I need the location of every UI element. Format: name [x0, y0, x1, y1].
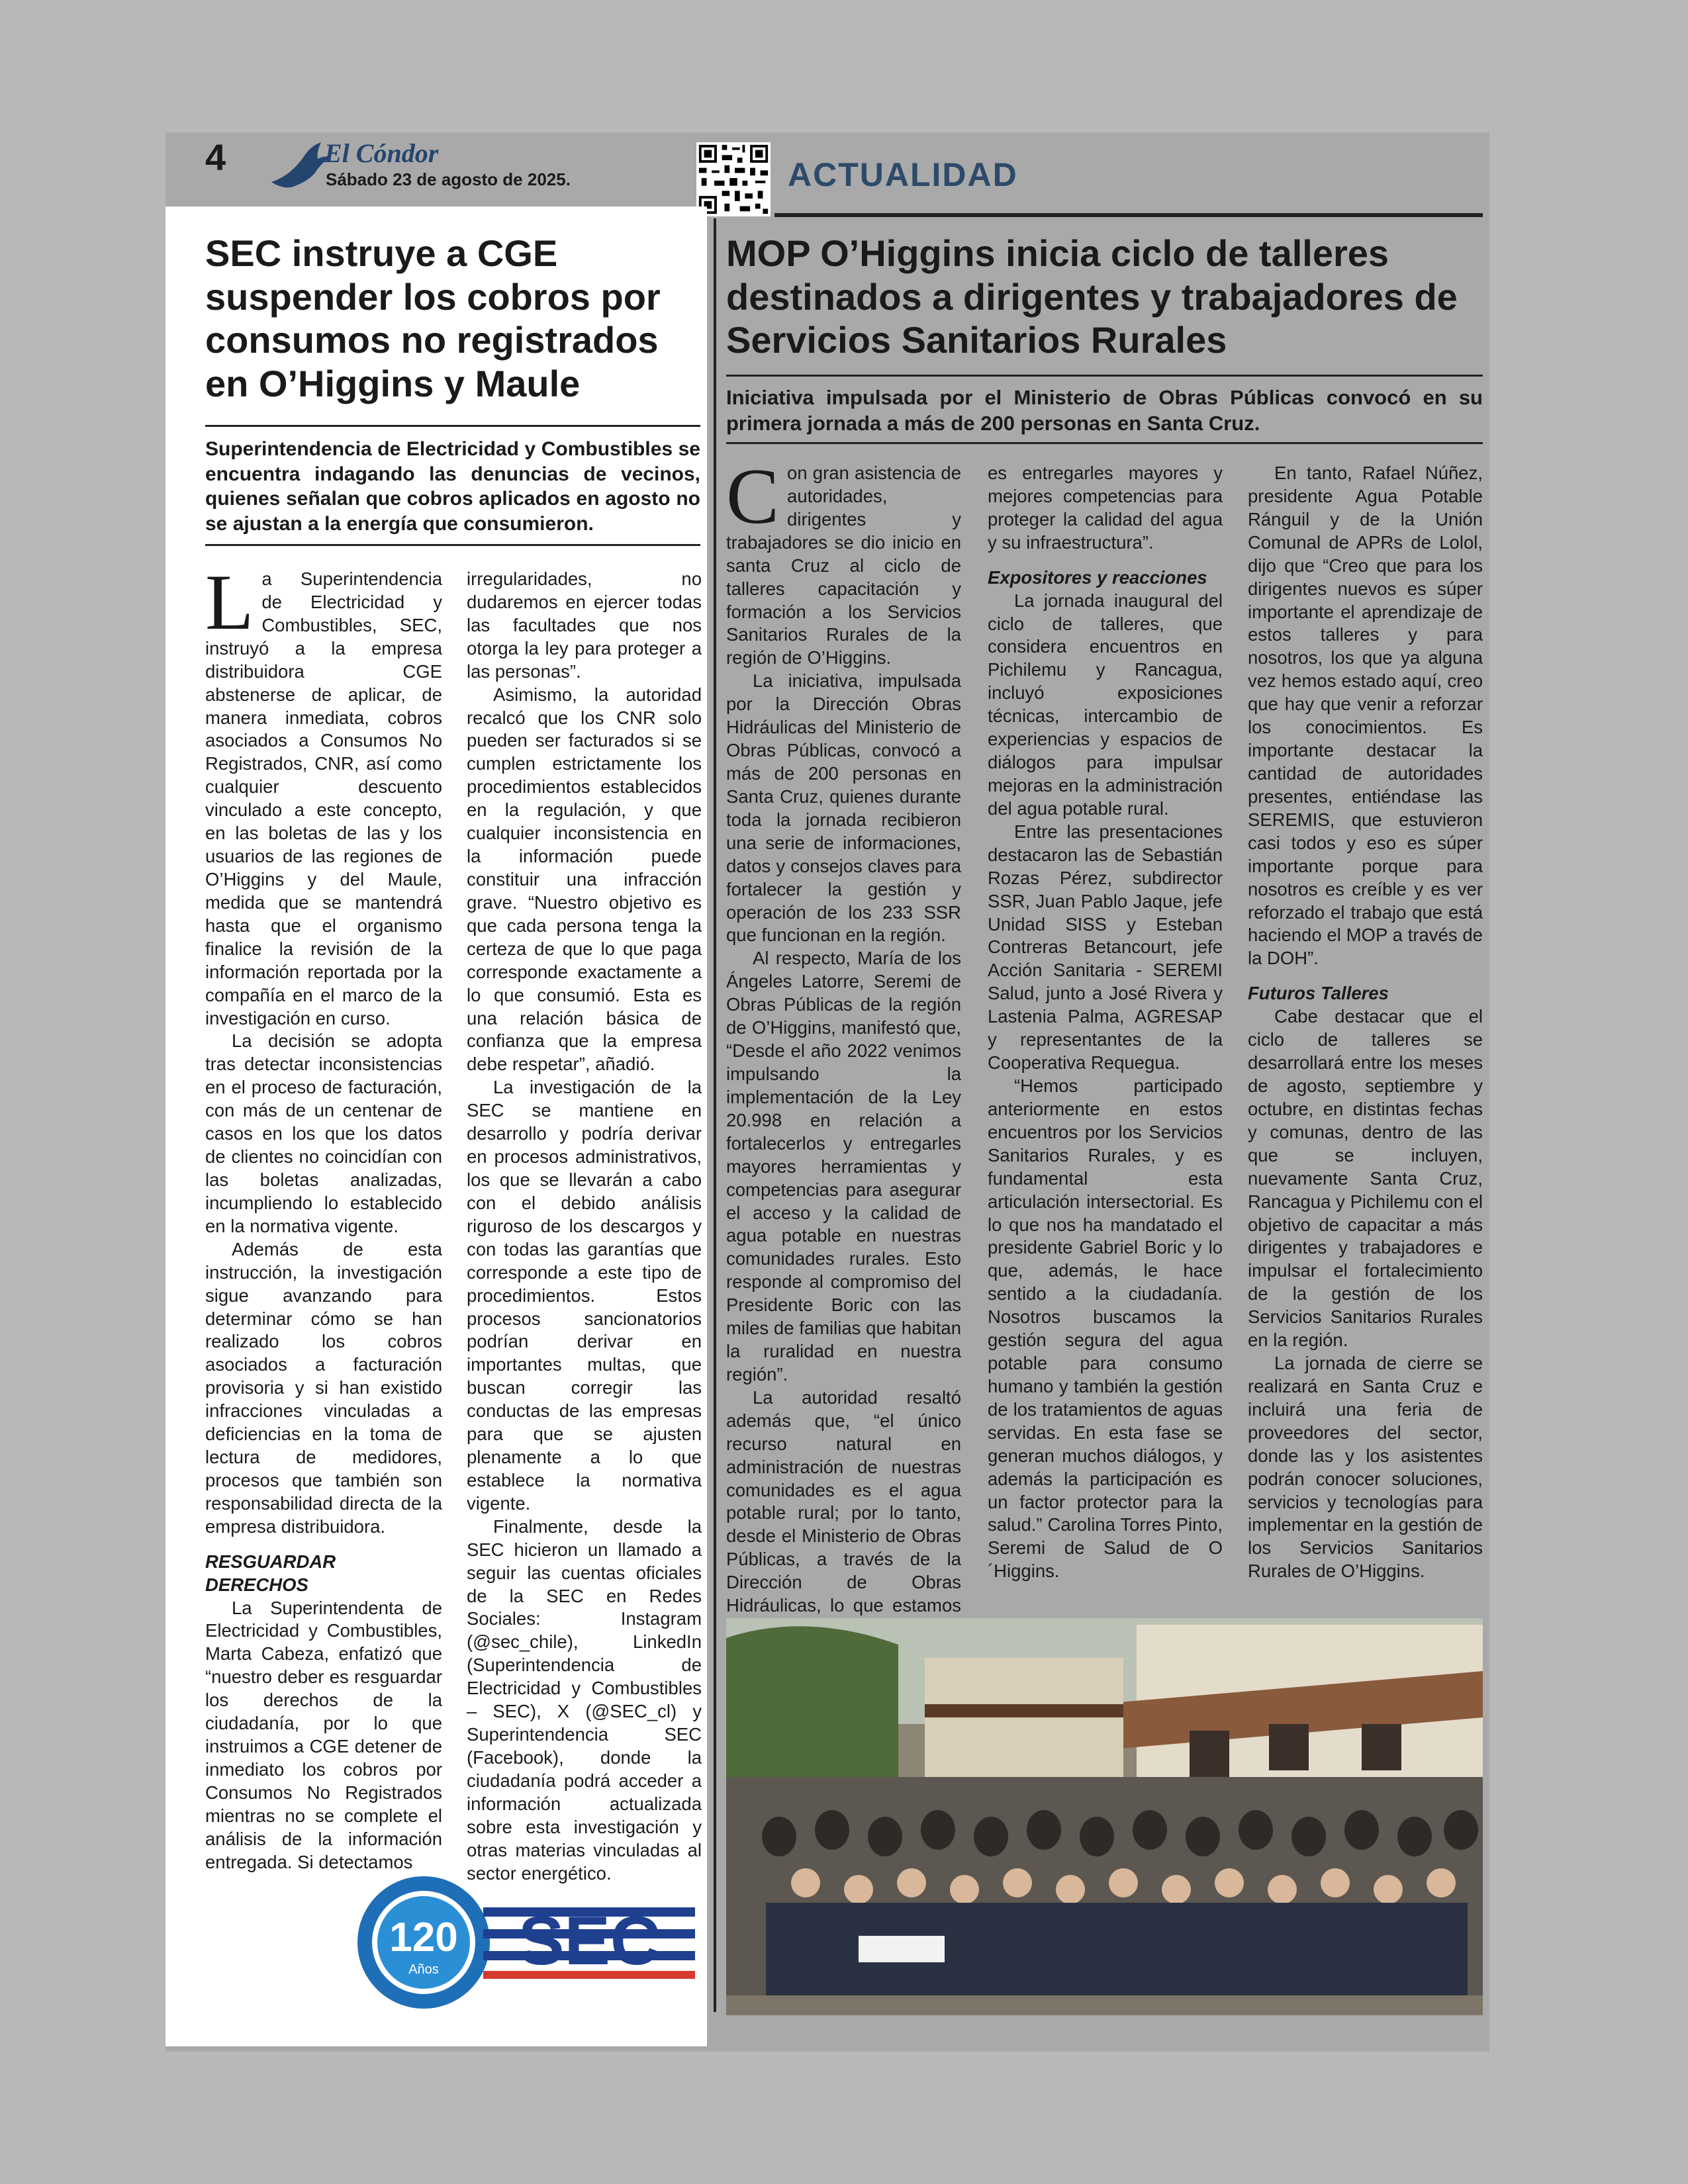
right-article-col2 — [988, 462, 1223, 1583]
badge-word: Años — [408, 1962, 439, 1977]
column-divider — [714, 218, 716, 2012]
left-subhead: RESGUARDAR DERECHOS — [205, 1551, 336, 1595]
sec-logo — [483, 1893, 695, 1992]
paragraph: La jornada inaugural del ciclo de talleres, que considera encuentros en Pichilemu y Rancagua, incluyó exposiciones técnicas, intercambio de experiencias y espacios de diálogos para impulsar mejoras en la administración del agua potable rural. — [988, 590, 1223, 819]
paragraph: a Superintendencia de Electricidad y Combustibles, SEC, instruyó a la empresa distribuidora CGE abstenerse de aplicar, de manera inmediata, cobros asociados a Consumos No Registrados, CNR, así como cualquier descuento vinculado a este concepto, en las boletas de las y los usuarios de las regiones de O’Higgins y del Maule, medida que se mantendrá hasta que el organismo finalice la revisión de la información reportada por la compañía en el marco de la investigación en curso. — [205, 569, 442, 1028]
paragraph: Al respecto, María de los Ángeles Latorre, Seremi de Obras Públicas de la región de O’Higgins, manifestó que, “Desde el año 2022 venimos impulsando la implementación de la Ley 20.998 en relación a fortalecerlos y entregarles mayores herramientas y competencias para asegurar el acceso y la calidad de agua potable en nuestras comunidades rurales. Esto responde al compromiso del Presidente Boric con las miles de familias que habitan la ruralidad en nuestra región”. — [726, 948, 961, 1385]
header-rule-right — [774, 213, 1483, 217]
left-article-title: SEC instruye a CGE suspender los cobros por consumos no registrados en O’Higgins y Maule — [205, 232, 661, 404]
left-article-col1 — [205, 558, 442, 1874]
right-dropcap: C — [726, 452, 780, 540]
paragraph: En tanto, Rafael Núñez, presidente Agua Potable Ránguil y de la Unión Comunal de APRs de Lolol, dijo que “Creo que para los dirigentes nuevos es súper importante el aprendizaje de estos talleres y para nosotros, los que ya alguna vez hemos estado aquí, creo que hay que venir a reforzar los conocimientos. Es importante destacar la cantidad de autoridades presentes, entiéndase las SEREMIS, que estuvieron casi todos y eso es súper importante porque para nosotros es creíble y es ver reforzado el trabajo que está haciendo el MOP a través de la DOH”. — [1248, 463, 1483, 969]
left-dropcap: L — [205, 558, 254, 646]
paragraph: Finalmente, desde la SEC hicieron un llamado a seguir las cuentas oficiales de la SEC en Redes Sociales: Instagram (@sec_chile), LinkedIn (Superintendencia de Electricidad y Combustibles – SEC), X (@SEC_cl) y Superintendencia SEC (Facebook), donde la ciudadanía podrá acceder a información actualizada sobre esta investigación y otras materias vinculadas al sector energético. — [467, 1516, 702, 1884]
paragraph: Cabe destacar que el ciclo de talleres se desarrollará entre los meses de agosto, septiembre y octubre, en distintas fechas y comunas, dentro de las que se incluyen, nuevamente Santa Cruz, Rancagua y Pichilemu con el objetivo de capacitar a más dirigentes y trabajadores e impulsar el fortalecimiento de la gestión de los Servicios Sanitarios Rurales en la región. — [1248, 1006, 1483, 1351]
right-subhead-2: Futuros Talleres — [1248, 983, 1389, 1004]
paragraph: Asimismo, la autoridad recalcó que los CNR solo pueden ser facturados si se cumplen estrictamente los procedimientos establecidos en la regulación, y que cualquier inconsistencia en la información puede constituir una infracción grave. “Nuestro objetivo es que cada persona tenga la certeza de que lo que paga corresponde exactamente a lo que consumió. Esta es una relación básica de confianza que la empresa debe respetar”, añadió. — [467, 684, 702, 1075]
left-article-lead: Superintendencia de Electricidad y Combustibles se encuentra indagando las denuncias de vecinos, quienes señalan que cobros aplicados en agosto no se ajustan a la energía que consumieron. — [205, 438, 700, 535]
paragraph: La decisión se adopta tras detectar inconsistencias en el proceso de facturación, con más de un centenar de casos en los que los datos de clientes no coincidían con las boletas analizadas, incumpliendo lo establecido en la normativa vigente. — [205, 1030, 442, 1236]
sec-logo-text: SEC — [518, 1903, 660, 1979]
qr-code-icon[interactable] — [696, 142, 771, 216]
right-article-title: MOP O’Higgins inicia ciclo de talleres destinados a dirigentes y trabajadores de Servicios Sanitarios Rurales — [726, 232, 1458, 361]
issue-date: Sábado 23 de agosto de 2025. — [326, 169, 571, 189]
paragraph: La autoridad resaltó además que, “el único recurso natural en administración de nuestras comunidades es el agua potable rural; por lo tanto, desde el Ministerio de Obras Públicas, a través de la Dirección de Obras Hidráulicas, lo que estamos — [726, 1387, 961, 1616]
paragraph: es entregarles mayores y mejores competencias para proteger la calidad del agua y su infraestructura”. — [988, 463, 1223, 553]
group-photo-illustration — [726, 1618, 1483, 2015]
120-years-badge — [354, 1873, 493, 2012]
paragraph: La Superintendenta de Electricidad y Combustibles, Marta Cabeza, enfatizó que “nuestro deber es resguardar los derechos de la ciudadanía, por lo que instruimos a CGE detener de inmediato los cobros por Consumos No Registrados mientras no se complete el análisis de la información entregada. Si detectamos — [205, 1597, 442, 1872]
group-photo — [726, 1618, 1483, 2015]
right-subhead-1: Expositores y reacciones — [988, 567, 1207, 588]
badge-number: 120 — [389, 1915, 458, 1960]
paper-name: El Cóndor — [324, 138, 439, 168]
paragraph: La jornada de cierre se realizará en Santa Cruz e incluirá una feria de proveedores del sector, donde las y los asistentes podrán conocer soluciones, servicios y tecnologías para implementar en la gestión de los Servicios Sanitarios Rurales de O’Higgins. — [1248, 1353, 1483, 1582]
paragraph: “Hemos participado anteriormente en estos encuentros por los Servicios Sanitarios Rurales, y es fundamental esta articulación intersectorial. Es lo que nos ha mandatado el presidente Gabriel Boric y lo que, además, le hace sentido a la ciudadanía. Nosotros buscamos la gestión segura del agua potable para consumo humano y también la gestión de los tratamientos de aguas servidas. En esta fase se generan muchos diálogos, y además la participación es un factor protector para la salud.” Carolina Torres Pinto, Seremi de Salud de O´Higgins. — [988, 1075, 1223, 1582]
left-lead-rule — [205, 544, 700, 546]
paragraph: irregularidades, no dudaremos en ejercer todas las facultades que nos otorga la ley para proteger a las personas”. — [467, 569, 702, 682]
page-number: 4 — [205, 136, 226, 178]
paragraph: Además de esta instrucción, la investigación sigue avanzando para determinar cómo se han realizado los cobros asociados a facturación provisoria y si han existido infracciones vinculadas a deficiencias en la toma de lectura de medidores, procesos que también son responsabilidad directa de la empresa distribuidora. — [205, 1238, 442, 1537]
right-title-rule — [726, 375, 1483, 377]
left-title-rule — [205, 425, 700, 427]
paragraph: La iniciativa, impulsada por la Dirección Obras Hidráulicas del Ministerio de Obras Públicas, convocó a más de 200 personas en Santa Cruz, quienes durante toda la jornada recibieron una serie de informaciones, datos y consejos claves para fortalecer la gestión y operación de los 233 SSR que funcionan en la región. — [726, 670, 961, 946]
right-article-lead: Iniciativa impulsada por el Ministerio de Obras Públicas convocó en su primera jornada a más de 200 personas en Santa Cruz. — [726, 386, 1483, 435]
right-article-col3 — [1248, 462, 1483, 1583]
right-article-col1 — [726, 452, 961, 1641]
left-article-col2 — [467, 568, 702, 1886]
right-lead-rule — [726, 442, 1483, 444]
paragraph: La investigación de la SEC se mantiene en desarrollo y podría derivar en procesos administrativos, los que se llevarán a cabo con el debido análisis riguroso de los descargos y con todas las garantías que corresponde a este tipo de procedimientos. Estos procesos sancionatorios podrían derivar en importantes multas, que buscan corregir las conductas de las empresas para que se ajusten plenamente a lo que establece la normativa vigente. — [467, 1077, 702, 1514]
section-title: ACTUALIDAD — [788, 156, 1018, 193]
paragraph: Entre las presentaciones destacaron las de Sebastián Rozas Pérez, subdirector SSR, Juan Pablo Jaque, jefe Unidad SISS y Esteban Contreras Betancourt, jefe Acción Sanitaria - SEREMI Salud, junto a José Rivera y Lastenia Palma, AGRESAP y representantes de la Cooperativa Requegua. — [988, 821, 1223, 1073]
paragraph: on gran asistencia de autoridades, dirigentes y trabajadores se dio inicio en santa Cruz al ciclo de talleres capacitación y formación a los Servicios Sanitarios Rurales de la región de O’Higgins. — [726, 463, 961, 668]
